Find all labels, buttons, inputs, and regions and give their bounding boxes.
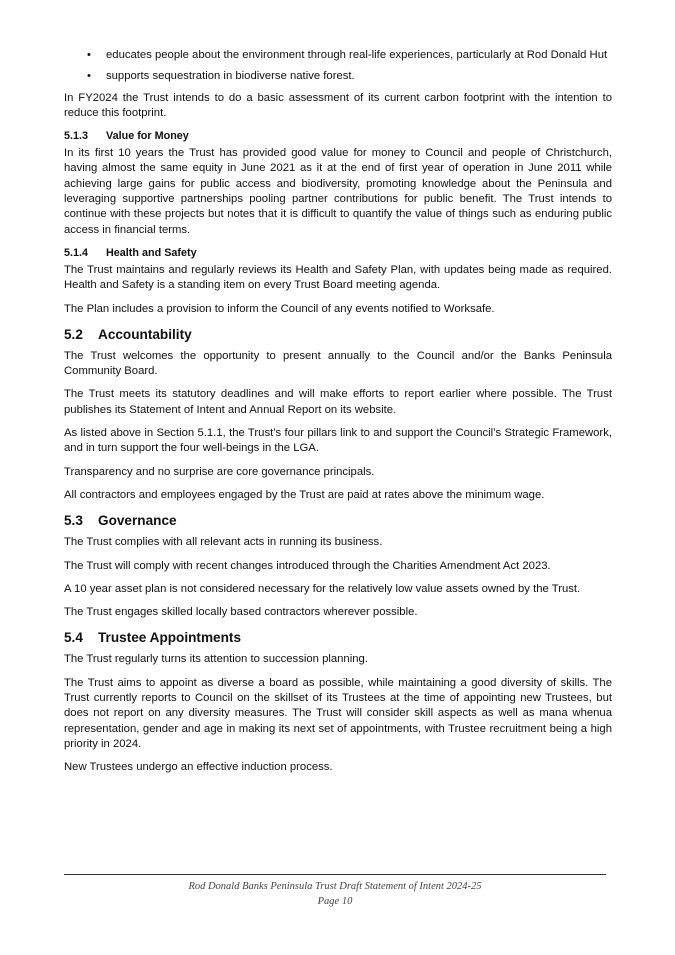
bullet-icon: • — [87, 70, 91, 83]
governance-paragraph: The Trust complies with all relevant acts in running its business. — [64, 536, 383, 549]
list-item: • supports sequestration in biodiverse native forest. — [64, 69, 612, 84]
accountability-paragraph: The Trust meets its statutory deadlines and will make efforts to report earlier where possible. The Trust publishes its Statement of Intent and Annual Report on its website. — [64, 388, 612, 416]
section-5-2-heading: 5.2 Accountability — [64, 326, 192, 342]
accountability-paragraph: As listed above in Section 5.1.1, the Trust’s four pillars link to and support the Council’s Strategic Framework, and in turn support the four well-beings in the LGA. — [64, 427, 612, 455]
carbon-paragraph: In FY2024 the Trust intends to do a basic assessment of its current carbon footprint with the intention to reduce this footprint. — [64, 91, 612, 119]
governance-paragraph: The Trust will comply with recent changes introduced through the Charities Amendment Act 2023. — [64, 559, 551, 572]
document-body — [64, 48, 612, 784]
health-safety-paragraph: The Plan includes a provision to inform the Council of any events notified to Worksafe. — [64, 302, 495, 315]
bullet-list — [64, 48, 612, 85]
trustee-paragraph: New Trustees undergo an effective induction process. — [64, 761, 333, 774]
accountability-paragraph: Transparency and no surprise are core governance principals. — [64, 465, 375, 478]
footer-document-title: Rod Donald Banks Peninsula Trust Draft Statement of Intent 2024-25 — [188, 881, 482, 892]
footer-divider — [64, 874, 606, 875]
section-5-1-3-heading: 5.1.3 Value for Money — [64, 130, 189, 143]
trustee-paragraph: The Trust aims to appoint as diverse a board as possible, while maintaining a good diversity of skills. The Trust currently reports to Council on the skillset of its Trustees at the time of appointing new Trustees, but does not report on any diversity measures. The Trust will consider skill aspects as well as mana whenua representation, gender and age in making its next set of appointments, with Trustee recruitment being a high priority in 2024. — [64, 676, 612, 750]
value-for-money-paragraph: In its first 10 years the Trust has provided good value for money to Council and people of Christchurch, having almost the same equity in June 2021 as it at the end of first year of operation in June 2011 while achieving large gains for public access and biodiversity, promoting knowledge about the Peninsula and leveraging supportive partnerships pooling partner contributions for public benefit. The Trust intends to continue with these projects but notes that it is difficult to quantify the value of things such as enduring public access in financial terms. — [64, 147, 612, 236]
health-safety-paragraph: The Trust maintains and regularly reviews its Health and Safety Plan, with updates being made as required. Health and Safety is a standing item on every Trust Board meeting agenda. — [64, 263, 612, 292]
list-item: • educates people about the environment through real-life experiences, particularly at Rod Donald Hut — [64, 48, 612, 63]
section-5-4-heading: 5.4 Trustee Appointments — [64, 630, 241, 646]
page-footer — [64, 874, 606, 909]
trustee-paragraph: The Trust regularly turns its attention to succession planning. — [64, 653, 368, 666]
bullet-icon: • — [87, 49, 91, 61]
section-5-3-heading: 5.3 Governance — [64, 513, 177, 529]
page-number: Page 10 — [317, 896, 353, 907]
accountability-paragraph: The Trust welcomes the opportunity to present annually to the Council and/or the Banks Peninsula Community Board. — [64, 349, 612, 378]
governance-paragraph: The Trust engages skilled locally based contractors wherever possible. — [64, 606, 418, 619]
governance-paragraph: A 10 year asset plan is not considered necessary for the relatively low value assets owned by the Trust. — [64, 582, 581, 595]
accountability-paragraph: All contractors and employees engaged by the Trust are paid at rates above the minimum wage. — [64, 488, 545, 501]
section-5-1-4-heading: 5.1.4 Health and Safety — [64, 246, 197, 259]
